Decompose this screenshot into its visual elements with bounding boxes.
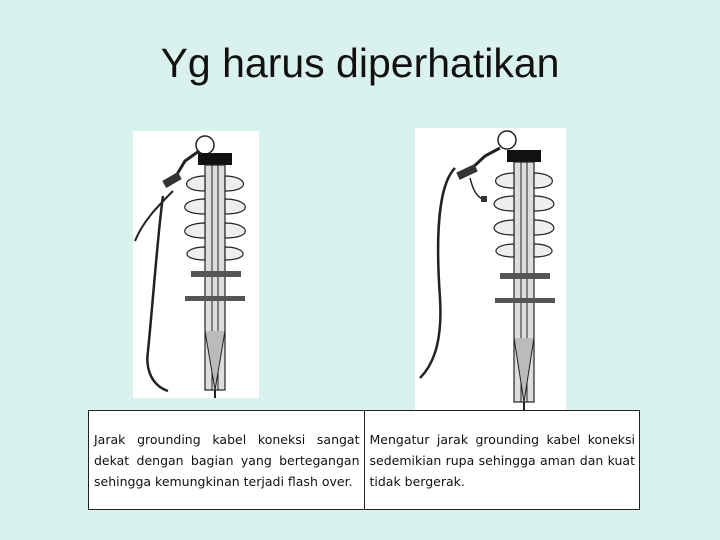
cable-termination-illustration-left: [133, 131, 259, 398]
ground-cable: [147, 196, 168, 391]
mounting-bracket: [500, 273, 550, 279]
termination-drawing-right: [415, 128, 566, 410]
top-cap: [507, 150, 541, 162]
termination-drawing-left: [133, 131, 259, 398]
top-cap: [198, 153, 232, 165]
ground-cable: [420, 168, 455, 378]
ground-wire: [135, 191, 173, 241]
slide-title: Yg harus diperhatikan: [160, 40, 560, 86]
caption-table: [88, 410, 640, 510]
caption-right: Mengatur jarak grounding kabel koneksi sedemikian rupa sehingga aman dan kuat tidak bergerak.: [369, 432, 635, 489]
cable-termination-illustration-right: [415, 128, 566, 410]
ground-clamp: [456, 131, 516, 202]
caption-left: Jarak grounding kabel koneksi sangat dekat dengan bagian yang bertegangan sehingga kemungkinan terjadi flash over.: [89, 411, 365, 509]
mounting-bracket: [191, 271, 241, 277]
